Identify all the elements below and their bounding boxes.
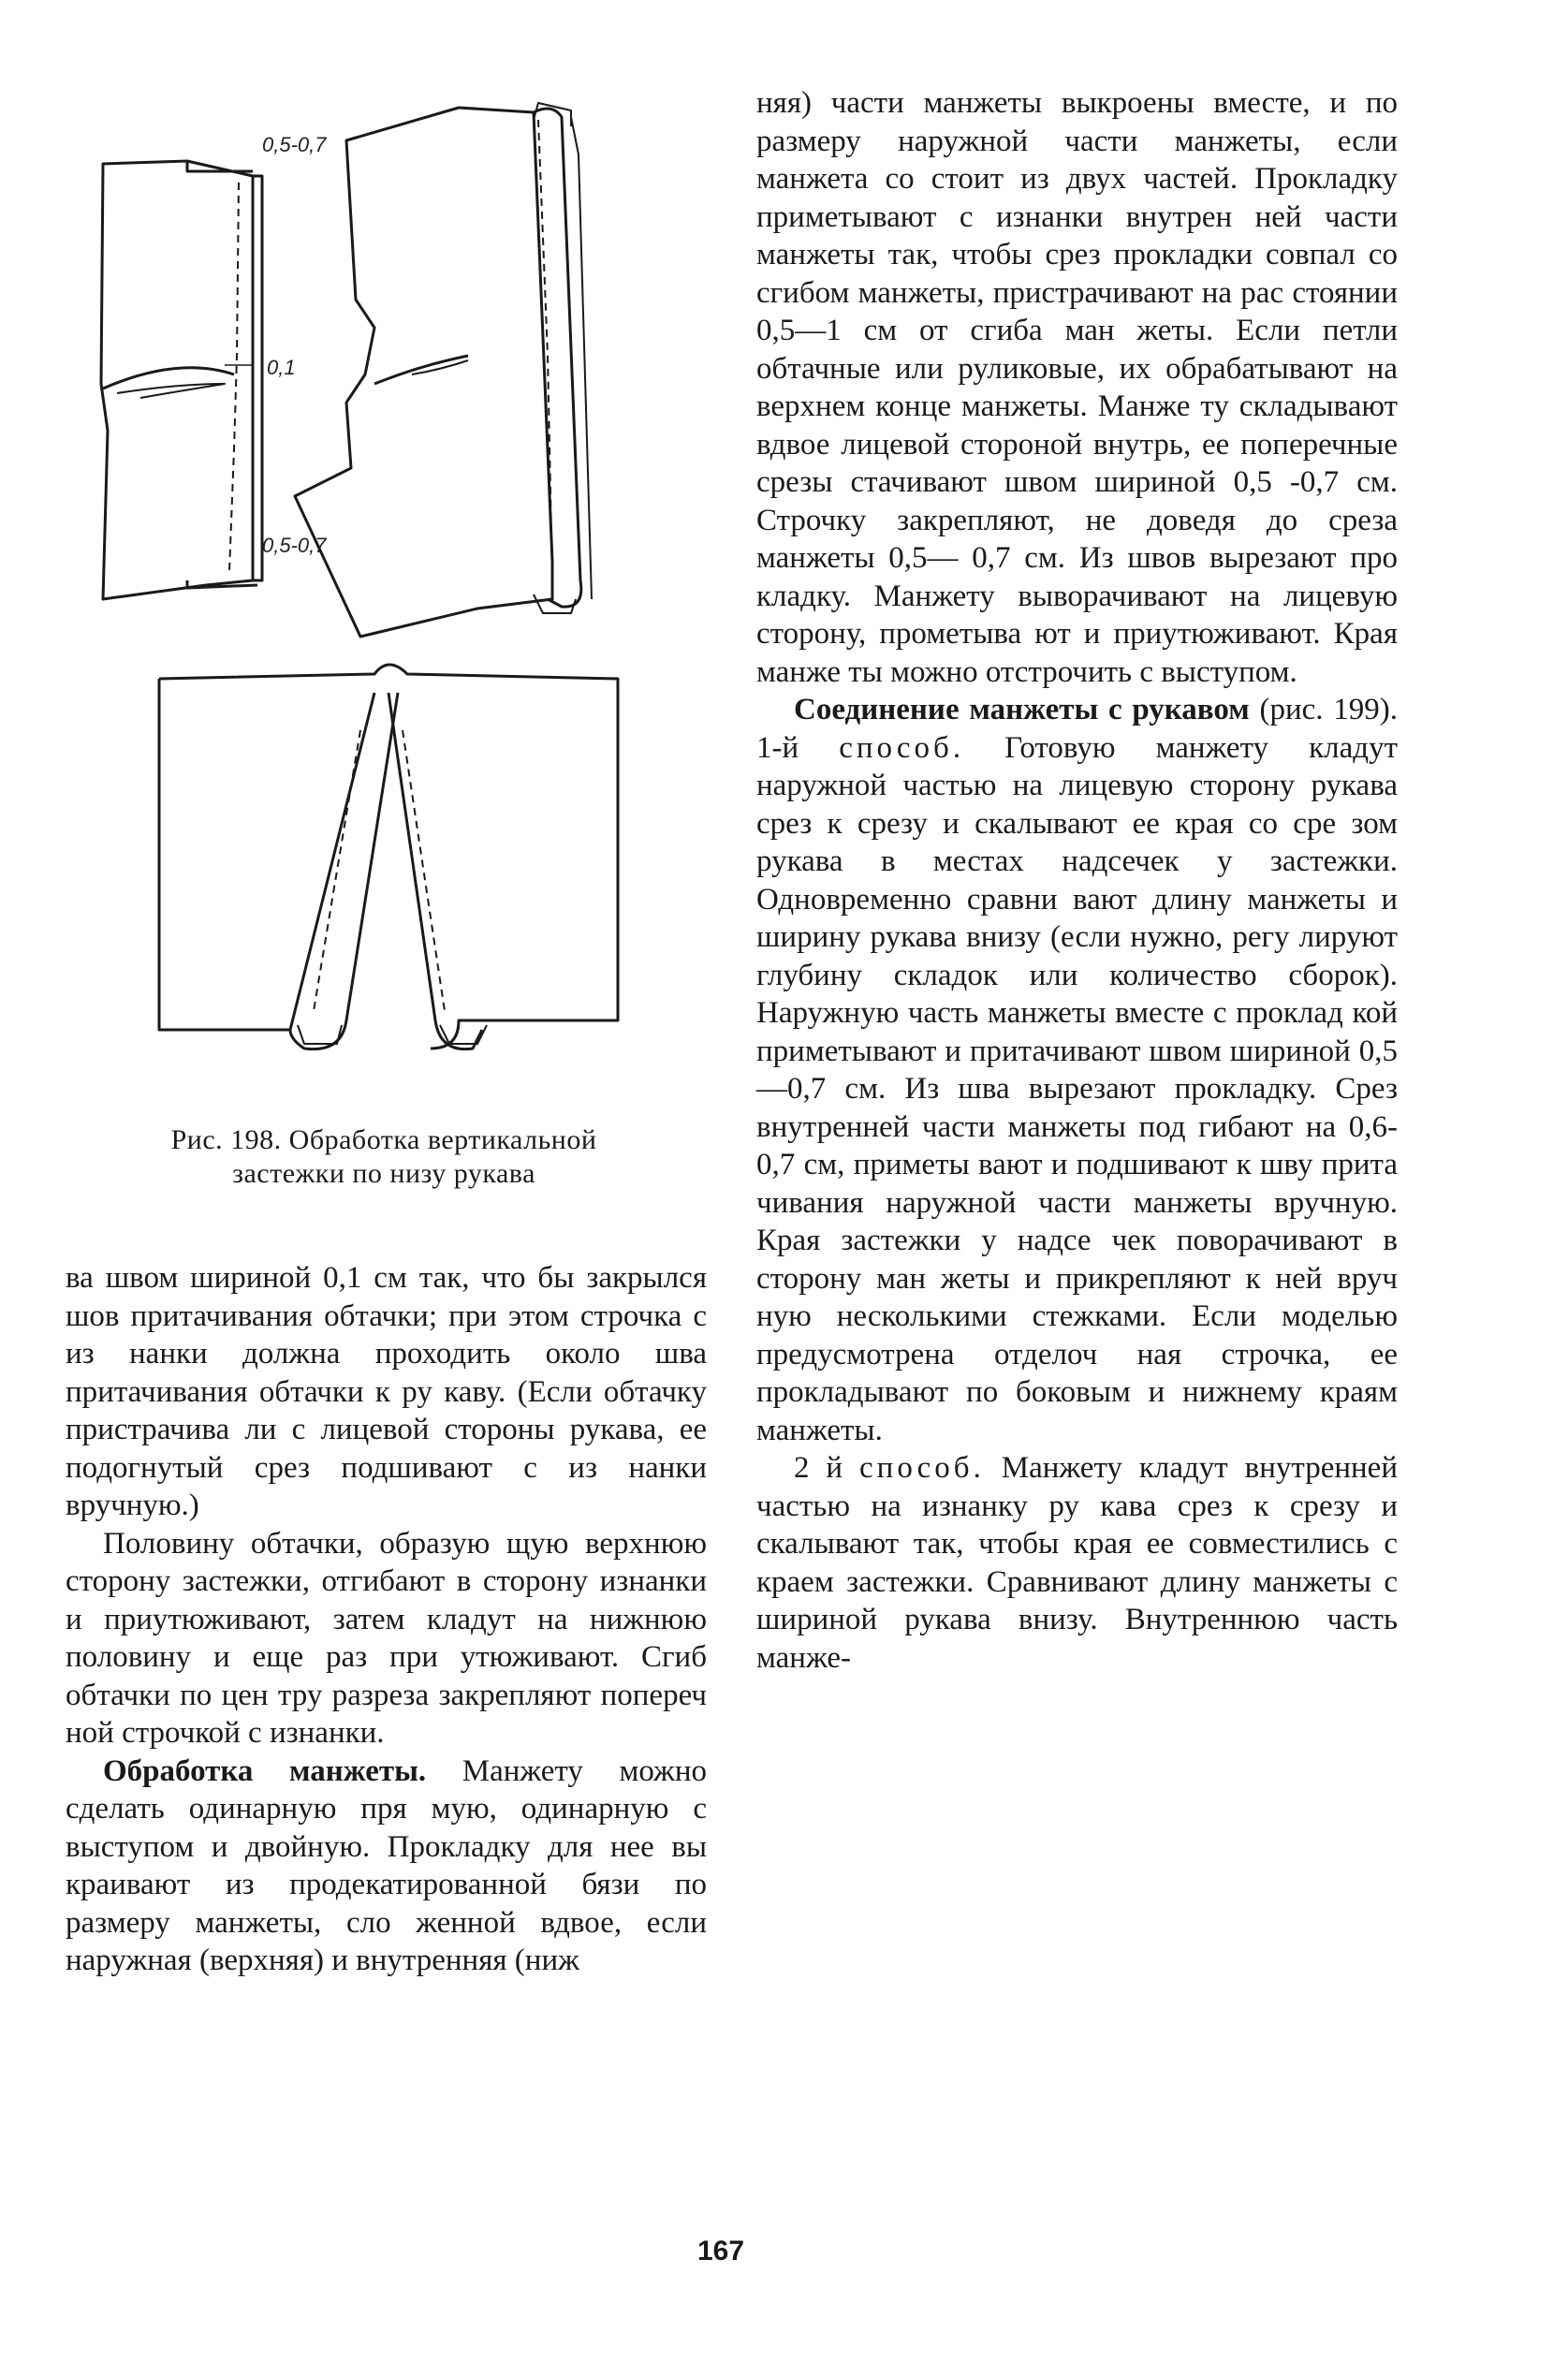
paragraph: ва швом шириной 0,1 см так, что бы закрылся шов притачивания обтачки; при этом строчка с из нанки должна проходить около шва притачивания обтачки к ру каву. (Если обтачку пристрачива ли с лицевой стороны рукава, ее подогнутый срез подшивают с из нанки вручную.): [66, 1261, 707, 1522]
dimension-label-top: 0,5-0,7: [262, 133, 327, 156]
paragraph-text: Манжету кладут внутренней частью на изнанку ру кава срез к срезу и скалывают так, чтобы края ее совместились с краем застежки. Сравнивают длину манжеты с шириной рукава внизу. Внутреннюю часть манже-: [756, 1451, 1398, 1675]
dimension-label-middle: 0,1: [267, 356, 296, 379]
paragraph-text: Готовую манжету кладут наружной частью на лицевую сторону рукава срез к срезу и скалывают ее края со сре зом рукава в местах надсечек у застежки. Одновременно сравни вают длину манжеты и ширину рукава внизу (если нужно, регу лируют глубину складок или количество сборок). Наружную часть манжеты вместе с проклад кой приметывают и притачивают швом шириной 0,5—0,7 см. Из шва вырезают прокладку. Срез внутренней части манжеты под гибают на 0,6- 0,7 см, приметы вают и подшивают к шву прита чивания наружной части манжеты вручную. Края застежки у надсе чек поворачивают в сторону ман жеты и прикрепляют к ней вруч ную несколькими стежками. Если моделью предусмотрена отделоч ная строчка, ее прокладывают по боковым и нижнему краям манжеты.: [756, 730, 1398, 1447]
section-heading: Соединение манжеты с рукавом: [794, 693, 1250, 726]
section-heading: Обработка манжеты.: [103, 1753, 427, 1788]
left-column: [66, 1259, 707, 1980]
paragraph: [66, 1753, 707, 1980]
figure-caption: Рис. 198. Обработка вертикальной застежки по низу рукава: [170, 1124, 597, 1189]
paragraph-text: (рис. 199). 1-й: [756, 693, 1398, 765]
paragraph: Половину обтачки, образую щую верхнюю сторону застежки, отгибают в сторону изнанки и приутюживают, затем кладут на нижнюю половину и еще раз при утюживают. Сгиб обтачки по цен тру разреза закрепляют попереч ной строчкой с изнанки.: [66, 1526, 707, 1750]
page-number: 167: [697, 2236, 745, 2266]
paragraph: няя) части манжеты выкроены вместе, и по размеру наружной части манжеты, если манжета со стоит из двух частей. Прокладку приметывают с изнанки внутрен ней части манжеты так, чтобы срез прокладки совпал со сгибом манжеты, пристрачивают на рас стоянии 0,5—1 см от сгиба ман жеты. Если петли обтачные или руликовые, их обрабатывают на верхнем конце манжеты. Манже ту складывают вдвое лицевой стороной внутрь, ее поперечные срезы стачивают швом шириной 0,5 -0,7 см. Строчку закрепляют, не доведя до среза манжеты 0,5— 0,7 см. Из швов вырезают про кладку. Манжету выворачивают на лицевую сторону, прометыва ют и приутюживают. Края манже ты можно отстрочить с выступом.: [756, 86, 1398, 689]
method-label: способ.: [839, 730, 965, 765]
paragraph-text: Манжету можно сделать одинарную пря мую, одинарную с выступом и двойную. Прокладку для нее вы краивают из продекатированной бязи по размеру манжеты, сло женной вдвое, если наружная (верхняя) и внутренняя (ниж: [66, 1753, 708, 1977]
sleeve-placket-illustration: [66, 75, 711, 1123]
method-label: способ.: [859, 1451, 985, 1485]
paragraph: [756, 1449, 1398, 1677]
paragraph-text: 2 й: [794, 1451, 860, 1485]
right-column: [756, 84, 1398, 1677]
dimension-label-bottom: 0,5-0,7: [262, 534, 327, 557]
paragraph: [756, 691, 1398, 1449]
figure-198: [66, 75, 711, 1273]
